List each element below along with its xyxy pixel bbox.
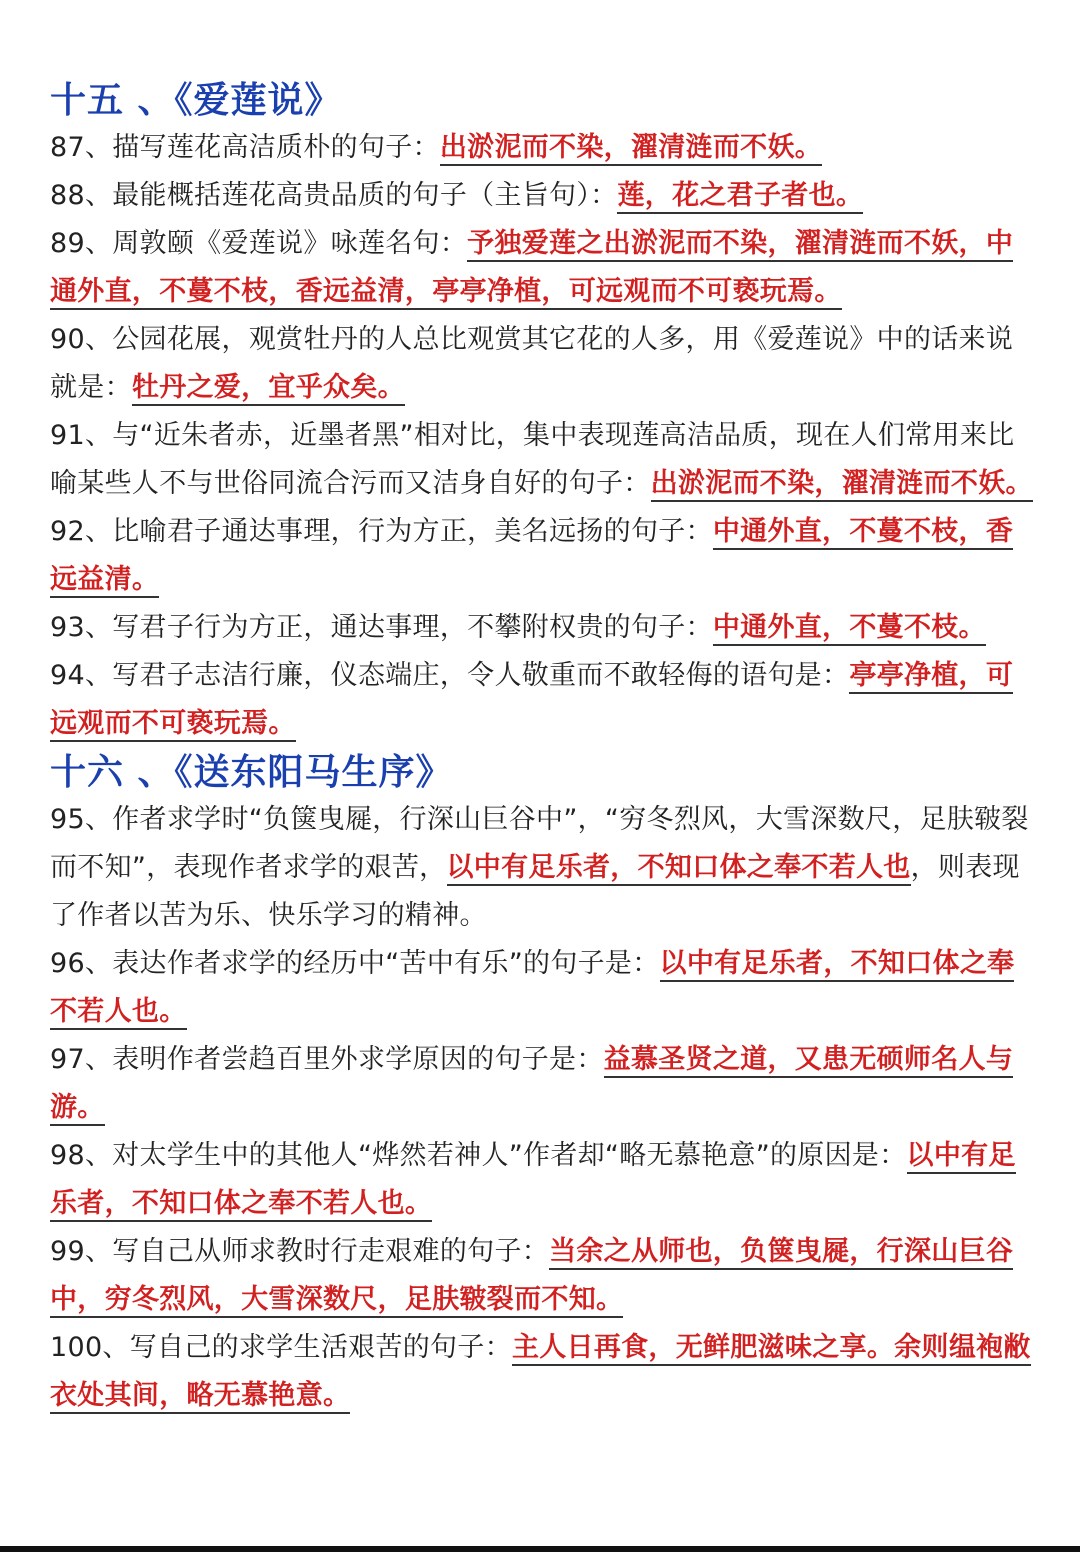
list-item <box>50 412 1035 508</box>
question-text: 95、作者求学时“负箧曳屣，行深山巨谷中”，“穷冬烈风，大雪深数尺，足肤皲裂而不知”，表现作者求学的艰苦， <box>50 804 1029 883</box>
list-item <box>50 652 1035 748</box>
question-text: 97、表明作者尝趋百里外求学原因的句子是： <box>50 1044 604 1075</box>
question-text: 87、描写莲花高洁质朴的句子： <box>50 132 440 163</box>
list-item <box>50 940 1035 1036</box>
list-item <box>50 316 1035 412</box>
question-text: 90、公园花展，观赏牡丹的人总比观赏其它花的人多，用《爱莲说》中的话来说就是： <box>50 324 1014 403</box>
question-text: 89、周敦颐《爱莲说》咏莲名句： <box>50 228 468 259</box>
list-item <box>50 796 1035 940</box>
answer-text: 当余之从师也，负箧曳屣，行深山巨谷中，穷冬烈风，大雪深数尺，足肤皲裂而不知。 <box>50 1236 1013 1318</box>
list-item <box>50 124 1035 172</box>
list-item <box>50 1324 1035 1420</box>
list-item <box>50 604 1035 652</box>
question-text: 91、与“近朱者赤，近墨者黑”相对比，集中表现莲高洁品质，现在人们常用来比喻某些人不与世俗同流合污而又洁身自好的句子： <box>50 420 1015 499</box>
list-item <box>50 172 1035 220</box>
question-text: 88、最能概括莲花高贵品质的句子（主旨句）： <box>50 180 618 211</box>
answer-text: 主人日再食，无鲜肥滋味之享。余则缊袍敝衣处其间，略无慕艳意。 <box>50 1332 1031 1414</box>
question-text: 94、写君子志洁行廉，仪态端庄，令人敬重而不敢轻侮的语句是： <box>50 660 850 691</box>
list-item <box>50 1036 1035 1132</box>
question-text: 99、写自己从师求教时行走艰难的句子： <box>50 1236 550 1267</box>
answer-text: 以中有足乐者，不知口体之奉不若人也。 <box>50 1140 1016 1222</box>
question-tail: ，则表现了作者以苦为乐、快乐学习的精神。 <box>50 852 1020 931</box>
answer-text: 益慕圣贤之道，又患无硕师名人与游。 <box>50 1044 1013 1126</box>
answer-text: 以中有足乐者，不知口体之奉不若人也。 <box>50 948 1014 1030</box>
list-item <box>50 220 1035 316</box>
answer-text: 牡丹之爱，宜乎众矣。 <box>132 372 405 406</box>
answer-text: 中通外直，不蔓不枝，香远益清。 <box>50 516 1013 598</box>
answer-text: 莲，花之君子者也。 <box>617 180 863 214</box>
bottom-border <box>0 1546 1080 1552</box>
list-item <box>50 1132 1035 1228</box>
answer-text: 以中有足乐者，不知口体之奉不若人也 <box>447 852 911 886</box>
question-text: 92、比喻君子通达事理，行为方正，美名远扬的句子： <box>50 516 713 547</box>
answer-text: 出淤泥而不染，濯清涟而不妖。 <box>651 468 1033 502</box>
question-text: 98、对太学生中的其他人“烨然若神人”作者却“略无慕艳意”的原因是： <box>50 1140 907 1171</box>
question-text: 96、表达作者求学的经历中“苦中有乐”的句子是： <box>50 948 660 979</box>
answer-text: 出淤泥而不染，濯清涟而不妖。 <box>440 132 822 166</box>
section-title-ailianshuo: 十五 、《爱莲说》 <box>50 79 342 121</box>
answer-text: 予独爱莲之出淤泥而不染，濯清涟而不妖，中通外直，不蔓不枝，香远益清，亭亭净植，可远观而不可亵玩焉。 <box>50 228 1013 310</box>
question-text: 93、写君子行为方正，通达事理，不攀附权贵的句子： <box>50 612 713 643</box>
list-item <box>50 508 1035 604</box>
list-item <box>50 1228 1035 1324</box>
section-title-songdongyangmashengxu: 十六 、《送东阳马生序》 <box>50 751 453 793</box>
answer-text: 亭亭净植，可远观而不可亵玩焉。 <box>50 660 1013 742</box>
document-page <box>50 76 1035 1420</box>
question-text: 100、写自己的求学生活艰苦的句子： <box>50 1332 512 1363</box>
answer-text: 中通外直，不蔓不枝。 <box>713 612 986 646</box>
